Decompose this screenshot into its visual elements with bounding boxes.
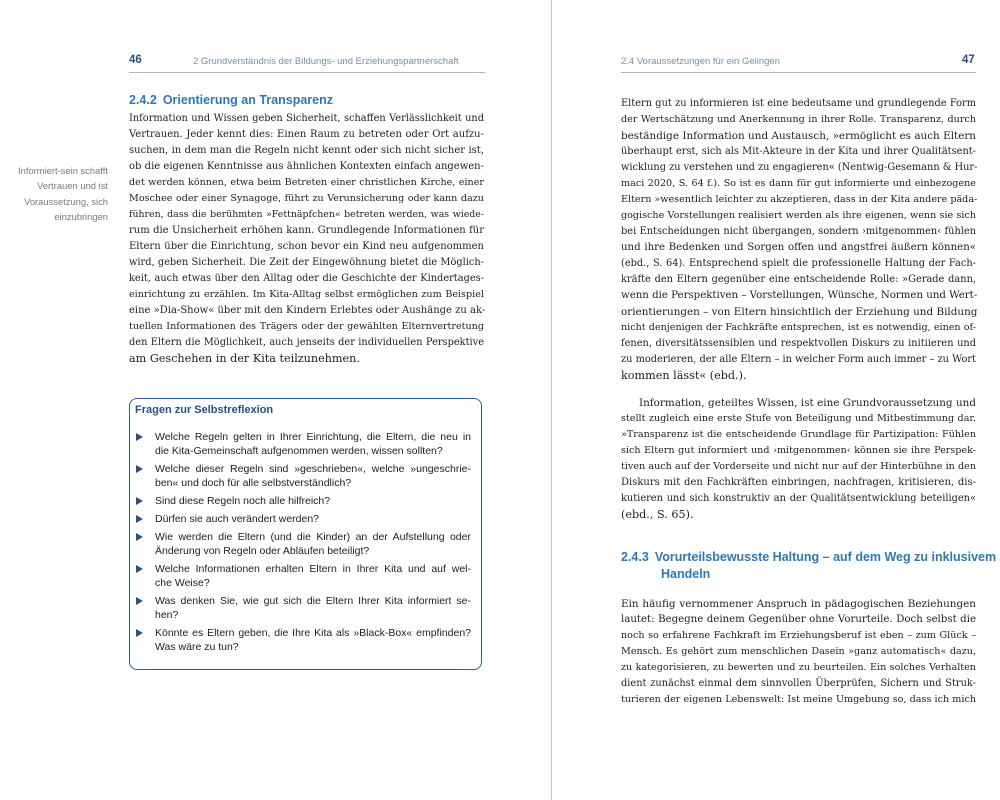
- body-line: det werden können, etwa beim Betreten einer christlichen Kirche, einer: [129, 177, 484, 188]
- body-line: rum die Unsicherheit erhöhen kann. Grundlegende Informationen für: [129, 225, 484, 236]
- margin-note-line: einzubringen: [54, 211, 108, 223]
- question-line: Wie werden die Eltern (und die Kinder) an der Aufstellung oder: [155, 531, 471, 543]
- question-line: Welche Informationen erhalten Eltern in Ihrer Kita und auf wel-: [155, 563, 471, 575]
- body-line: Information, geteiltes Wissen, ist eine Grundvoraussetzung und: [639, 397, 976, 409]
- body-line: lautet: Begegne deinem Gegenüber ohne Vorurteile. Doch selbst die: [621, 614, 976, 625]
- bullet-arrow-icon: [136, 515, 143, 523]
- body-line: Moschee oder einer Synagoge, führt zu Verunsicherung oder kann dazu: [129, 193, 484, 204]
- bullet-arrow-icon: [136, 565, 143, 573]
- bullet-arrow-icon: [136, 629, 143, 637]
- body-line: eine »Dia-Show« über mit den Kindern Erlebtes oder Aushänge zu ak-: [129, 305, 486, 316]
- body-line: Eltern über die Einrichtung, schon bevor ein Kind neu aufgenommen: [129, 241, 484, 252]
- right-header-rule: [621, 72, 976, 73]
- body-line: der Wertschätzung und Anerkennung in ihrer Rolle. Transparenz, durch: [621, 114, 976, 125]
- question-line: Welche Regeln gelten in Ihrer Einrichtung, die Eltern, die neu in: [155, 431, 471, 443]
- margin-note-line: Vertrauen und ist: [37, 180, 108, 192]
- body-line: Diskurs mit den Fachkräften einbringen, nachfragen, kritisieren, dis-: [621, 477, 976, 488]
- question-line: hen?: [155, 609, 179, 621]
- body-line: Ein häufig vernommener Anspruch in pädagogischen Beziehungen: [621, 598, 976, 610]
- body-line: Mensch. Es gehört zum menschlichen Dasein »ganz automatisch« dazu,: [621, 646, 976, 657]
- body-line: stellt zugleich eine erste Stufe von Beteiligung und Mitbestimmung dar.: [621, 413, 976, 424]
- body-line: wird, geben Sicherheit. Die Zeit der Eingewöhnung bietet die Möglich-: [129, 257, 484, 268]
- question-line: die Kita-Gemeinschaft aufgenommen werden, wissen sollten?: [155, 445, 443, 457]
- question-line: Könnte es Eltern geben, die Ihre Kita als »Black-Box« empfinden?: [155, 627, 471, 639]
- body-line: wicklung zu verstehen und zu engagieren« (Nentwig-Gesemann & Hur-: [621, 162, 978, 173]
- margin-note-line: Informiert-sein schafft: [18, 165, 108, 176]
- left-page-number: 46: [129, 54, 142, 66]
- question-line: ben« und doch für alle selbstverständlich?: [155, 477, 352, 489]
- section-heading-2-4-2: [129, 92, 333, 109]
- section-title-line: Vorurteilsbewusste Haltung – auf dem Weg zu inklusivem: [654, 550, 997, 564]
- body-line: zu kategorisieren, zu bewerten und zu beurteilen. Ein solches Verhalten: [621, 662, 976, 673]
- body-line: zu moderieren, der alle Eltern – in welcher Form auch immer – zu Wort: [621, 354, 976, 365]
- body-line: tiven auch auf der Vorderseite und nicht nur auf der Hinterbühne in den: [621, 461, 976, 472]
- right-page-number: 47: [962, 54, 975, 66]
- body-line: gogische Vorstellungen realisiert werden als ihre eigenen, wenn sie sich: [621, 210, 976, 221]
- body-line: wenn die Perspektiven – Vorstellungen, Wünsche, Normen und Wert-: [621, 290, 978, 301]
- question-line: Welche dieser Regeln sind »geschrieben«, welche »ungeschrie-: [155, 463, 471, 475]
- section-heading-2-4-3: [621, 549, 996, 566]
- question-line: Was wäre zu tun?: [155, 641, 239, 653]
- question-line: Was denken Sie, wie gut sich die Eltern Ihrer Kita informiert se-: [155, 595, 471, 607]
- body-line: den Eltern die Möglichkeit, auch jenseits der individuellen Perspektive: [129, 337, 484, 348]
- section-number: 2.4.3: [621, 550, 649, 564]
- body-line: Vertrauen. Jeder kennt dies: Einen Raum zu betreten oder Ort aufzu-: [129, 129, 484, 140]
- margin-note-line: Voraussetzung, sich: [24, 195, 108, 207]
- body-line: keit, auch etwas über den Alltag oder die Geschichte der Kindertages-: [129, 273, 484, 284]
- question-line: che Weise?: [155, 577, 210, 589]
- body-line: einrichtung zu erzählen. Im Kita-Alltag selbst ermöglichen zum Beispiel: [129, 289, 484, 300]
- body-line: turieren der eigenen Lebenswelt: Ist meine Umgebung so, dass ich mich: [621, 694, 976, 705]
- body-line: führen, dass die berühmten »Fettnäpfchen« betreten werden, was wiede-: [129, 209, 484, 220]
- body-line: noch so erfahrene Fachkraft im Erziehungsberuf ist eben – zum Glück –: [621, 630, 976, 641]
- section-title-line: Handeln: [661, 567, 711, 581]
- body-line: und ihre Bedenken und Sorgen offen und angstfrei äußern können«: [621, 242, 976, 253]
- body-line: bei Entscheidungen nicht übergangen, sondern ›mitgenommen‹ fühlen: [621, 226, 976, 237]
- body-line: sich Eltern gut informiert und ›mitgenommen‹ können sie ihre Perspek-: [621, 445, 976, 456]
- bullet-arrow-icon: [136, 465, 143, 473]
- body-line: kräfte den Eltern gegenüber eine entscheidende Rolle: »Gerade dann,: [621, 274, 976, 285]
- question-line: Dürfen sie auch verändert werden?: [155, 513, 320, 525]
- self-reflection-box-title: Fragen zur Selbstreflexion: [135, 404, 274, 416]
- body-line: überhaupt erst, sich als Mit-Akteure in der Kita und ihrer Qualitätsent-: [621, 146, 976, 157]
- body-line: Information und Wissen geben Sicherheit, schaffen Verlässlichkeit und: [129, 113, 484, 124]
- question-line: Sind diese Regeln noch alle hilfreich?: [155, 495, 331, 507]
- body-line: beständige Information und Austausch, »ermöglicht es auch Eltern: [621, 130, 976, 142]
- body-line: fenen, diversitätssensiblen und respektvollen Diskurs zu initiieren und: [621, 338, 976, 349]
- section-title: Orientierung an Transparenz: [162, 93, 333, 107]
- section-number: 2.4.2: [129, 93, 157, 107]
- body-line: »Transparenz ist die entscheidende Grundlage für Partizipation: Fühlen: [621, 429, 976, 440]
- bullet-arrow-icon: [136, 533, 143, 541]
- body-line: suchen, in dem man die Regeln nicht kennt oder sich nicht sicher ist,: [129, 145, 484, 156]
- bullet-arrow-icon: [136, 597, 143, 605]
- body-line: Eltern »wesentlich leichter zu akzeptieren, dass in der Kita andere päda-: [621, 194, 978, 205]
- left-running-header: 2 Grundverständnis der Bildungs- und Erziehungspartnerschaft: [193, 56, 459, 67]
- body-line: kutieren und sich konstruktiv an der Qualitätsentwicklung beteiligen«: [621, 493, 976, 504]
- bullet-arrow-icon: [136, 497, 143, 505]
- body-line: (ebd., S. 65).: [621, 508, 694, 521]
- body-line: dient zunächst einmal dem sinnvollen Überprüfen, Sichern und Struk-: [621, 678, 976, 689]
- body-line: nicht denjenigen der Fachkräfte entsprechen, ist es notwendig, einen of-: [621, 322, 976, 333]
- body-line: ob die eigenen Kenntnisse aus ähnlichen Kontexten einfach angewen-: [129, 161, 484, 172]
- body-line: maci 2020, S. 64 f.). So ist es dann für gut informierte und einbezogene: [621, 178, 976, 189]
- body-line: kommen lässt« (ebd.).: [621, 369, 747, 382]
- margin-note: [10, 163, 108, 225]
- body-line: (ebd., S. 64). Entsprechend spielt die professionelle Haltung der Fach-: [621, 258, 976, 269]
- body-line: tuellen Informationen des Trägers oder der gewählten Elternvertretung: [129, 321, 484, 332]
- left-header-rule: [129, 72, 485, 73]
- question-line: Änderung von Regeln oder Abläufen beteiligt?: [155, 545, 370, 557]
- right-running-header: 2.4 Voraussetzungen für ein Gelingen: [621, 56, 780, 67]
- body-line: Eltern gut zu informieren ist eine bedeutsame und grundlegende Form: [621, 98, 976, 109]
- body-line: orientierungen – von Eltern hinsichtlich der Erziehung und Bildung: [621, 306, 978, 318]
- body-line: am Geschehen in der Kita teilzunehmen.: [129, 352, 360, 365]
- bullet-arrow-icon: [136, 433, 143, 441]
